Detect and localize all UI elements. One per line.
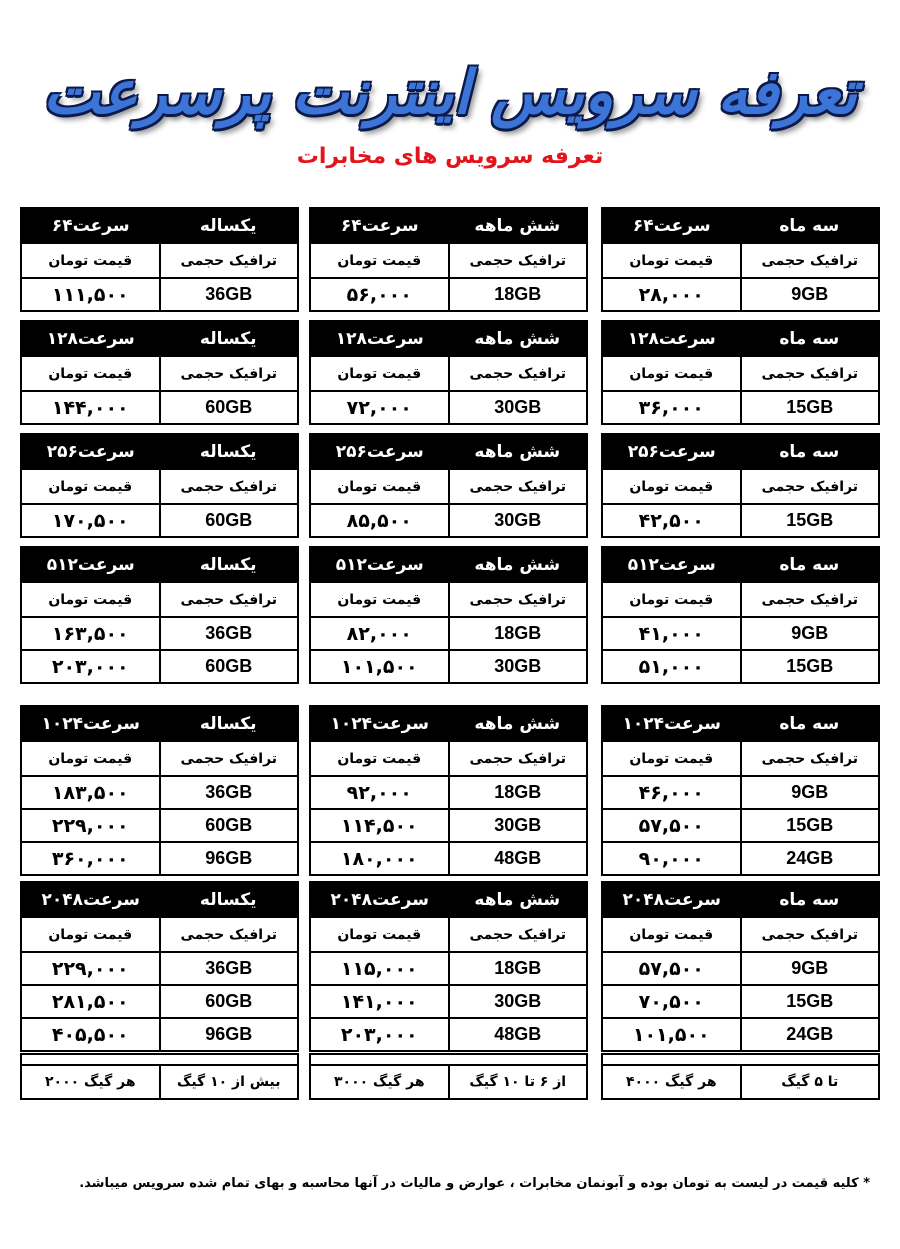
table-row (311, 984, 586, 1017)
volume-value: 96GB (205, 848, 253, 868)
price-value: ۱۴۱,۰۰۰ (311, 986, 450, 1017)
speed-label: سرعت۶۴ (51, 215, 130, 236)
volume-value: 60GB (205, 656, 253, 676)
table-header-row (22, 322, 297, 355)
tariff-table (601, 546, 880, 684)
table-row (603, 951, 878, 984)
volume-column-header: ترافیک حجمی (761, 750, 859, 767)
table-header-row (311, 707, 586, 740)
table-row (603, 649, 878, 682)
price-value: ۲۲۹,۰۰۰ (22, 953, 161, 984)
price-column-header: قیمت تومان (22, 583, 161, 616)
volume-column-header: ترافیک حجمی (761, 926, 859, 943)
table-row (603, 808, 878, 841)
column-header-row (603, 740, 878, 775)
volume-value: 15GB (786, 815, 834, 835)
period-label: یکساله (199, 328, 257, 349)
volume-column-header: ترافیک حجمی (761, 478, 859, 495)
table-gap (22, 1055, 297, 1064)
volume-column-header: ترافیک حجمی (180, 478, 278, 495)
speed-label: سرعت۲۰۴۸ (622, 889, 721, 910)
period-label: شش ماهه (474, 328, 561, 349)
price-value: ۵۷,۵۰۰ (603, 810, 742, 841)
price-column-header: قیمت تومان (22, 742, 161, 775)
tariff-table (309, 433, 588, 538)
price-column-header: قیمت تومان (311, 244, 450, 277)
period-label: شش ماهه (474, 713, 561, 734)
speed-label: سرعت۱۲۸ (627, 328, 716, 349)
table-header-row (311, 883, 586, 916)
table-row (603, 775, 878, 808)
tariff-table (20, 546, 299, 684)
price-value: ۸۵,۵۰۰ (311, 505, 450, 536)
table-row (22, 1017, 297, 1050)
volume-column-header: ترافیک حجمی (469, 926, 567, 943)
speed-label: سرعت۲۵۶ (335, 441, 424, 462)
price-value: ۱۸۰,۰۰۰ (311, 843, 450, 874)
table-row (22, 841, 297, 874)
speed-label: سرعت۱۰۲۴ (330, 713, 429, 734)
column-header-row (603, 355, 878, 390)
table-header-row (22, 548, 297, 581)
extra-traffic-range: از ۶ تا ۱۰ گیگ (469, 1074, 567, 1090)
table-header-row (311, 322, 586, 355)
column-header-row (22, 468, 297, 503)
price-column-header: قیمت تومان (603, 918, 742, 951)
price-value: ۱۴۴,۰۰۰ (22, 392, 161, 423)
tariff-table (309, 705, 588, 876)
table-header-row (311, 435, 586, 468)
period-label: سه ماه (779, 328, 840, 349)
volume-value: 48GB (494, 1024, 542, 1044)
speed-label: سرعت۱۲۸ (335, 328, 424, 349)
price-column-header: قیمت تومان (311, 742, 450, 775)
extra-traffic-range: تا ۵ گیگ (781, 1074, 839, 1090)
table-row (311, 808, 586, 841)
volume-value: 30GB (494, 991, 542, 1011)
price-column-header: قیمت تومان (311, 918, 450, 951)
price-column-header: قیمت تومان (22, 918, 161, 951)
extra-traffic-price: هر گیگ ۲۰۰۰ (22, 1066, 161, 1098)
page-subtitle: تعرفه سرویس های مخابرات (296, 144, 604, 169)
volume-column-header: ترافیک حجمی (469, 591, 567, 608)
table-row (311, 951, 586, 984)
volume-value: 60GB (205, 510, 253, 530)
table-row (603, 841, 878, 874)
volume-column-header: ترافیک حجمی (180, 750, 278, 767)
period-label: سه ماه (779, 441, 840, 462)
volume-column-header: ترافیک حجمی (469, 478, 567, 495)
tariff-table (20, 705, 299, 876)
price-value: ۷۲,۰۰۰ (311, 392, 450, 423)
table-header-row (22, 435, 297, 468)
price-value: ۲۸,۰۰۰ (603, 279, 742, 310)
period-label: شش ماهه (474, 441, 561, 462)
volume-value: 30GB (494, 397, 542, 417)
volume-column-header: ترافیک حجمی (180, 591, 278, 608)
period-label: یکساله (199, 889, 257, 910)
tariff-table (20, 320, 299, 425)
extra-traffic-table (309, 1053, 588, 1100)
table-row (603, 984, 878, 1017)
price-value: ۴۰۵,۵۰۰ (22, 1019, 161, 1050)
price-value: ۱۱۵,۰۰۰ (311, 953, 450, 984)
table-row (311, 841, 586, 874)
period-label: سه ماه (779, 554, 840, 575)
table-header-row (603, 209, 878, 242)
table-row (22, 775, 297, 808)
volume-value: 18GB (494, 623, 542, 643)
table-row (22, 808, 297, 841)
volume-column-header: ترافیک حجمی (180, 365, 278, 382)
footnote: * کلیه قیمت در لیست به تومان بوده و آبونمان مخابرات ، عوارض و مالیات در آنها محاسبه و بهای تمام شده سرویس میباشد. (79, 1176, 870, 1191)
price-value: ۷۰,۵۰۰ (603, 986, 742, 1017)
period-label: سه ماه (779, 713, 840, 734)
speed-label: سرعت۲۵۶ (46, 441, 135, 462)
table-row (311, 616, 586, 649)
price-column-header: قیمت تومان (311, 470, 450, 503)
extra-traffic-table (601, 1053, 880, 1100)
table-header-row (603, 322, 878, 355)
tariff-table (309, 881, 588, 1052)
table-gap (311, 1055, 586, 1064)
price-value: ۴۲,۵۰۰ (603, 505, 742, 536)
table-header-row (22, 883, 297, 916)
tariff-table (601, 705, 880, 876)
column-header-row (603, 242, 878, 277)
price-column-header: قیمت تومان (603, 470, 742, 503)
price-value: ۵۶,۰۰۰ (311, 279, 450, 310)
speed-label: سرعت۵۱۲ (335, 554, 424, 575)
price-value: ۱۶۳,۵۰۰ (22, 618, 161, 649)
table-row (311, 277, 586, 310)
tariff-table (20, 433, 299, 538)
speed-label: سرعت۱۲۸ (46, 328, 135, 349)
price-value: ۵۷,۵۰۰ (603, 953, 742, 984)
page-title: تعرفه سرویس اینترنت پرسرعت (42, 58, 857, 128)
period-label: یکساله (199, 554, 257, 575)
volume-value: 36GB (205, 623, 253, 643)
column-header-row (603, 581, 878, 616)
volume-value: 24GB (786, 1024, 834, 1044)
volume-value: 30GB (494, 656, 542, 676)
tariff-table (601, 207, 880, 312)
volume-value: 15GB (786, 656, 834, 676)
period-label: سه ماه (779, 215, 840, 236)
volume-value: 60GB (205, 815, 253, 835)
volume-value: 9GB (791, 782, 829, 802)
speed-label: سرعت۵۱۲ (627, 554, 716, 575)
extra-traffic-price: هر گیگ ۴۰۰۰ (603, 1066, 742, 1098)
price-value: ۸۲,۰۰۰ (311, 618, 450, 649)
price-column-header: قیمت تومان (603, 357, 742, 390)
price-value: ۱۷۰,۵۰۰ (22, 505, 161, 536)
volume-value: 18GB (494, 782, 542, 802)
volume-value: 60GB (205, 991, 253, 1011)
column-header-row (22, 740, 297, 775)
volume-value: 15GB (786, 991, 834, 1011)
volume-column-header: ترافیک حجمی (469, 365, 567, 382)
extra-traffic-range: بیش از ۱۰ گیگ (176, 1074, 281, 1090)
tariff-table (309, 320, 588, 425)
table-row (311, 503, 586, 536)
table-row (603, 503, 878, 536)
volume-column-header: ترافیک حجمی (761, 252, 859, 269)
period-label: شش ماهه (474, 889, 561, 910)
volume-column-header: ترافیک حجمی (761, 365, 859, 382)
price-column-header: قیمت تومان (22, 470, 161, 503)
volume-value: 36GB (205, 284, 253, 304)
volume-value: 9GB (791, 623, 829, 643)
period-label: یکساله (199, 713, 257, 734)
speed-label: سرعت۱۰۲۴ (41, 713, 140, 734)
volume-value: 15GB (786, 510, 834, 530)
volume-value: 15GB (786, 397, 834, 417)
volume-value: 36GB (205, 782, 253, 802)
volume-column-header: ترافیک حجمی (180, 252, 278, 269)
column-header-row (311, 242, 586, 277)
price-value: ۲۲۹,۰۰۰ (22, 810, 161, 841)
volume-column-header: ترافیک حجمی (469, 252, 567, 269)
speed-label: سرعت۲۵۶ (627, 441, 716, 462)
extra-traffic-price: هر گیگ ۳۰۰۰ (311, 1066, 450, 1098)
tariff-table (601, 320, 880, 425)
table-row (22, 984, 297, 1017)
column-header-row (22, 916, 297, 951)
price-value: ۹۲,۰۰۰ (311, 777, 450, 808)
price-value: ۲۰۳,۰۰۰ (22, 651, 161, 682)
period-label: شش ماهه (474, 215, 561, 236)
table-row (311, 390, 586, 423)
tariff-table (309, 546, 588, 684)
period-label: شش ماهه (474, 554, 561, 575)
table-row (603, 390, 878, 423)
volume-value: 30GB (494, 815, 542, 835)
volume-value: 48GB (494, 848, 542, 868)
volume-value: 96GB (205, 1024, 253, 1044)
tariff-table (601, 433, 880, 538)
column-header-row (311, 468, 586, 503)
period-label: سه ماه (779, 889, 840, 910)
speed-label: سرعت۶۴ (632, 215, 711, 236)
tariff-table (20, 207, 299, 312)
tariff-table (601, 881, 880, 1052)
column-header-row (311, 355, 586, 390)
table-header-row (22, 209, 297, 242)
column-header-row (603, 468, 878, 503)
table-header-row (603, 707, 878, 740)
speed-label: سرعت۵۱۲ (46, 554, 135, 575)
volume-column-header: ترافیک حجمی (469, 750, 567, 767)
column-header-row (603, 916, 878, 951)
price-column-header: قیمت تومان (22, 244, 161, 277)
table-header-row (603, 548, 878, 581)
table-row (22, 390, 297, 423)
price-value: ۵۱,۰۰۰ (603, 651, 742, 682)
column-header-row (311, 581, 586, 616)
volume-column-header: ترافیک حجمی (761, 591, 859, 608)
price-column-header: قیمت تومان (311, 357, 450, 390)
price-value: ۱۰۱,۵۰۰ (603, 1019, 742, 1050)
volume-value: 36GB (205, 958, 253, 978)
period-label: یکساله (199, 215, 257, 236)
price-value: ۲۸۱,۵۰۰ (22, 986, 161, 1017)
price-value: ۱۱۴,۵۰۰ (311, 810, 450, 841)
table-row (22, 951, 297, 984)
volume-value: 60GB (205, 397, 253, 417)
volume-value: 9GB (791, 958, 829, 978)
price-column-header: قیمت تومان (603, 742, 742, 775)
table-row (22, 649, 297, 682)
extra-traffic-row (22, 1064, 297, 1098)
table-row (311, 1017, 586, 1050)
table-row (603, 616, 878, 649)
table-row (603, 277, 878, 310)
column-header-row (22, 355, 297, 390)
price-value: ۲۰۳,۰۰۰ (311, 1019, 450, 1050)
table-row (22, 503, 297, 536)
extra-traffic-row (311, 1064, 586, 1098)
volume-value: 9GB (791, 284, 829, 304)
tariff-table (309, 207, 588, 312)
volume-value: 18GB (494, 958, 542, 978)
volume-value: 24GB (786, 848, 834, 868)
price-column-header: قیمت تومان (311, 583, 450, 616)
table-row (603, 1017, 878, 1050)
price-value: ۴۶,۰۰۰ (603, 777, 742, 808)
speed-label: سرعت۲۰۴۸ (330, 889, 429, 910)
table-row (311, 649, 586, 682)
table-header-row (311, 209, 586, 242)
table-header-row (603, 883, 878, 916)
table-row (22, 616, 297, 649)
price-value: ۹۰,۰۰۰ (603, 843, 742, 874)
price-value: ۳۶۰,۰۰۰ (22, 843, 161, 874)
volume-value: 30GB (494, 510, 542, 530)
tariff-table (20, 881, 299, 1052)
table-header-row (603, 435, 878, 468)
table-header-row (311, 548, 586, 581)
column-header-row (311, 740, 586, 775)
table-row (311, 775, 586, 808)
speed-label: سرعت۱۰۲۴ (622, 713, 721, 734)
speed-label: سرعت۲۰۴۸ (41, 889, 140, 910)
table-row (22, 277, 297, 310)
price-value: ۱۸۳,۵۰۰ (22, 777, 161, 808)
price-column-header: قیمت تومان (22, 357, 161, 390)
table-header-row (22, 707, 297, 740)
volume-column-header: ترافیک حجمی (180, 926, 278, 943)
column-header-row (22, 581, 297, 616)
price-value: ۳۶,۰۰۰ (603, 392, 742, 423)
price-value: ۱۱۱,۵۰۰ (22, 279, 161, 310)
period-label: یکساله (199, 441, 257, 462)
speed-label: سرعت۶۴ (340, 215, 419, 236)
price-value: ۱۰۱,۵۰۰ (311, 651, 450, 682)
price-column-header: قیمت تومان (603, 583, 742, 616)
column-header-row (311, 916, 586, 951)
table-gap (603, 1055, 878, 1064)
price-column-header: قیمت تومان (603, 244, 742, 277)
extra-traffic-row (603, 1064, 878, 1098)
price-value: ۴۱,۰۰۰ (603, 618, 742, 649)
column-header-row (22, 242, 297, 277)
extra-traffic-table (20, 1053, 299, 1100)
volume-value: 18GB (494, 284, 542, 304)
